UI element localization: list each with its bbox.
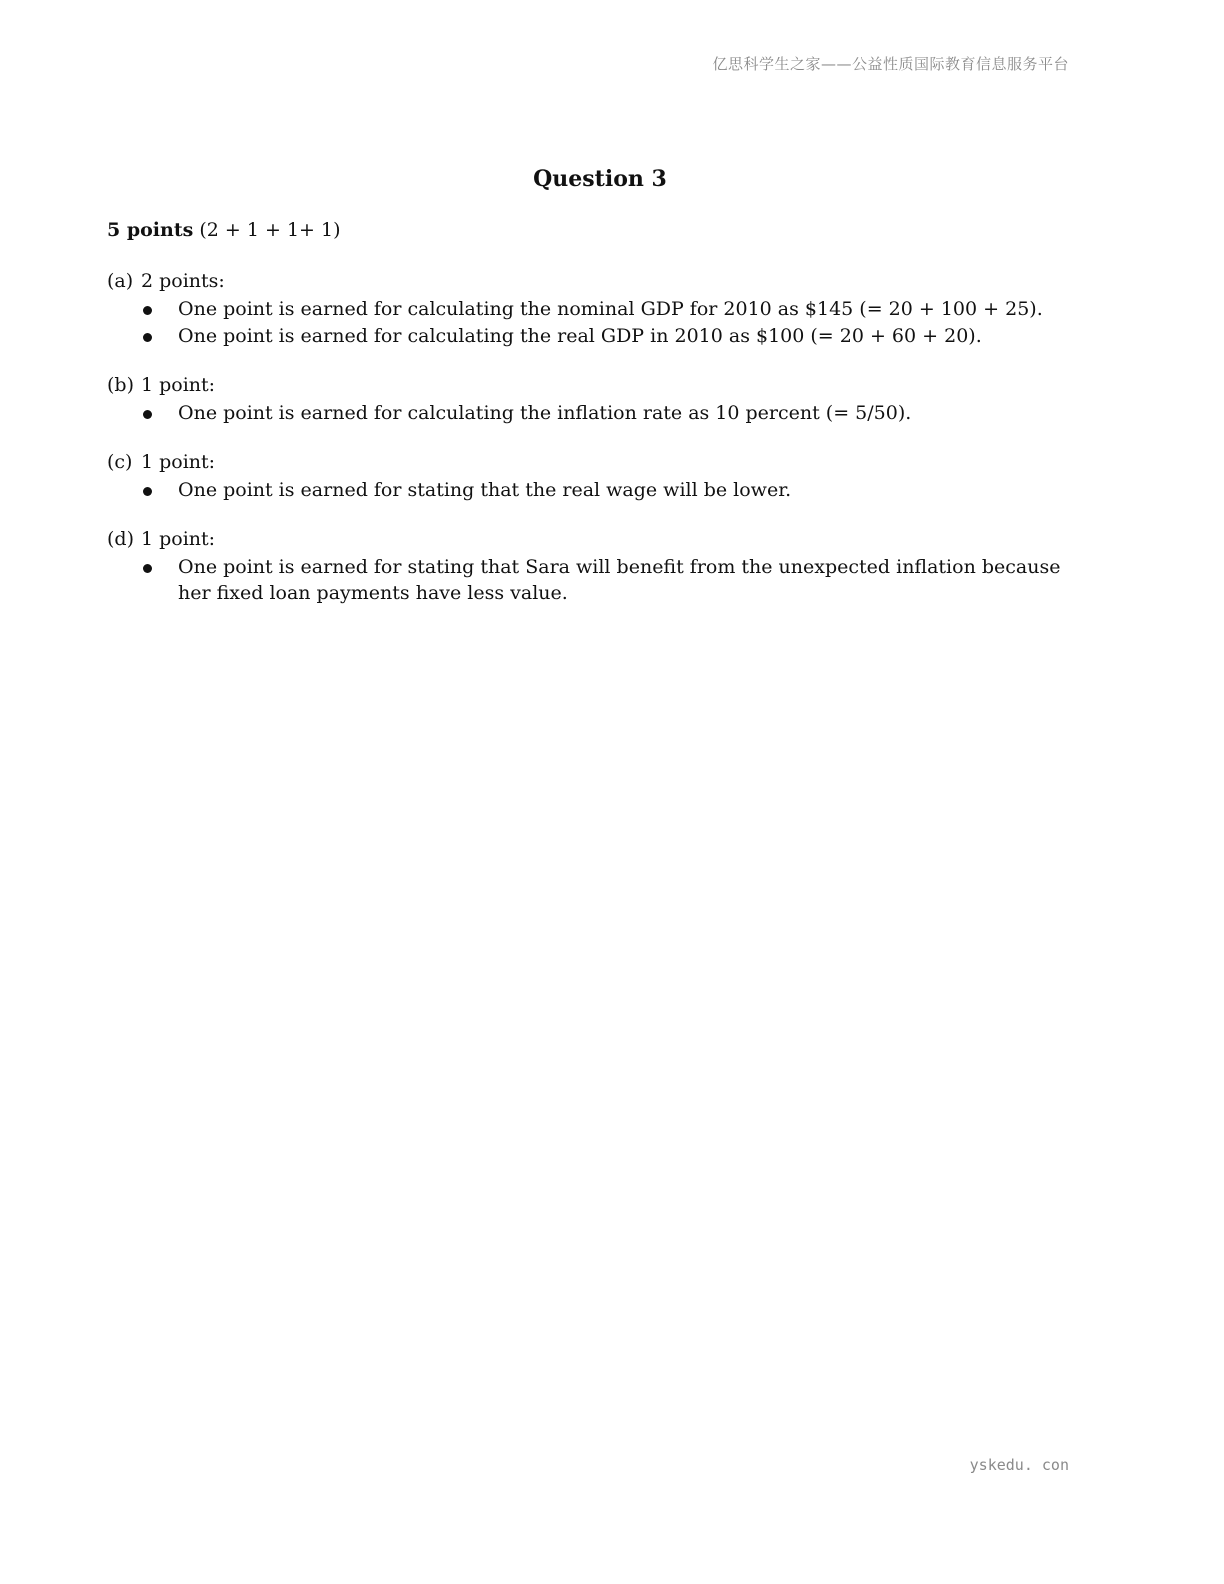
- bullet-text: One point is earned for calculating the nominal GDP for 2010 as $145 (= 20 + 100 + 25).: [178, 298, 1043, 320]
- bullet-icon: [143, 410, 152, 419]
- bullet-icon: [143, 564, 152, 573]
- part-b: [107, 372, 1097, 426]
- part-heading: [107, 526, 1097, 553]
- list-item: [107, 477, 1097, 503]
- header-watermark: 亿思科学生之家——公益性质国际教育信息服务平台: [712, 55, 1069, 73]
- list-item: [107, 296, 1097, 322]
- bullet-list: [107, 554, 1097, 606]
- part-letter: (c): [107, 451, 133, 473]
- part-points: 1 point:: [141, 528, 216, 550]
- part-letter: (b): [107, 374, 134, 396]
- points-total-label: 5 points: [107, 219, 194, 241]
- points-summary: [107, 219, 341, 241]
- bullet-text: One point is earned for stating that the real wage will be lower.: [178, 479, 792, 501]
- list-item: [107, 400, 1097, 426]
- part-points: 2 points:: [141, 270, 225, 292]
- list-item: [107, 554, 1097, 606]
- bullet-list: [107, 296, 1097, 349]
- part-heading: [107, 372, 1097, 399]
- part-letter: (a): [107, 270, 134, 292]
- bullet-list: [107, 477, 1097, 503]
- bullet-icon: [143, 306, 152, 315]
- part-heading: [107, 268, 1097, 295]
- list-item: [107, 323, 1097, 349]
- bullet-text: One point is earned for stating that Sara will benefit from the unexpected inflation because her fixed loan payments have less value.: [178, 556, 1061, 604]
- part-letter: (d): [107, 528, 134, 550]
- part-points: 1 point:: [141, 374, 216, 396]
- part-heading: [107, 449, 1097, 476]
- part-points: 1 point:: [141, 451, 216, 473]
- part-a: [107, 268, 1097, 349]
- footer-watermark: yskedu. con: [969, 1456, 1069, 1474]
- bullet-text: One point is earned for calculating the inflation rate as 10 percent (= 5/50).: [178, 402, 912, 424]
- points-breakdown: (2 + 1 + 1+ 1): [199, 219, 341, 241]
- part-c: [107, 449, 1097, 503]
- part-d: [107, 526, 1097, 606]
- bullet-icon: [143, 333, 152, 342]
- question-title: Question 3: [533, 166, 667, 192]
- bullet-icon: [143, 487, 152, 496]
- bullet-text: One point is earned for calculating the real GDP in 2010 as $100 (= 20 + 60 + 20).: [178, 325, 982, 347]
- bullet-list: [107, 400, 1097, 426]
